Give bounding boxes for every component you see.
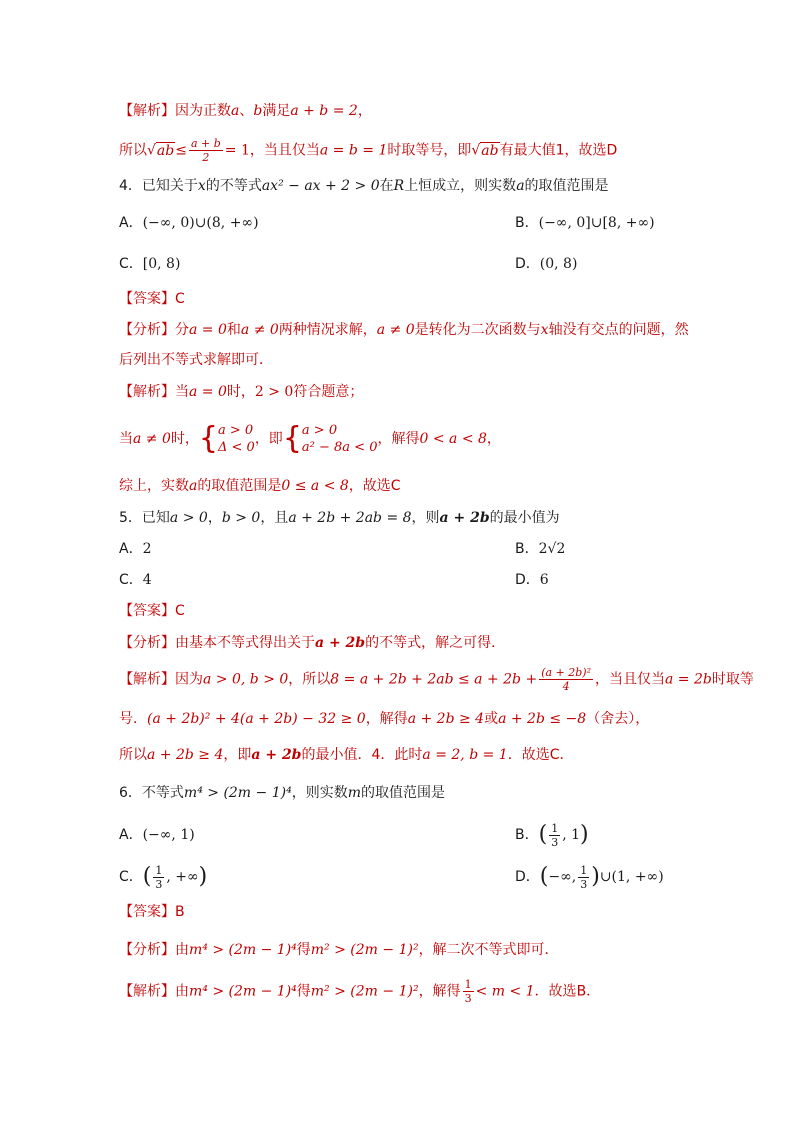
option-label: B．	[515, 541, 539, 557]
option-d	[515, 570, 549, 590]
numerator: 1	[580, 863, 588, 877]
answer-letter: B	[175, 904, 185, 920]
numerator: 1	[551, 821, 559, 835]
denominator: 2	[202, 151, 210, 164]
math: a + b = 2	[290, 103, 358, 119]
math: a + 2b ≥ 4	[147, 747, 224, 763]
text: 后列出不等式求解即可．	[119, 352, 273, 368]
system-2	[302, 422, 378, 456]
math: m² > (2m − 1)²	[310, 983, 419, 1000]
text: ，当且仅当	[595, 671, 665, 688]
option-a	[119, 215, 259, 231]
denominator: 3	[464, 992, 472, 1005]
denominator: 4	[562, 680, 570, 693]
question-4-analysis-1	[119, 320, 689, 340]
text: ，所以	[288, 671, 331, 688]
math: a ≠ 0	[133, 431, 171, 447]
text: ，	[357, 103, 372, 119]
option-d	[515, 254, 577, 274]
question-5-solution-1	[119, 666, 754, 693]
text: ，故选	[348, 478, 391, 494]
text: 的最小值为	[489, 510, 560, 526]
text: ，即	[223, 747, 252, 763]
fraction	[578, 864, 589, 891]
math: m	[347, 785, 361, 801]
fraction	[549, 822, 560, 849]
option-value: ∪(1, +∞)	[599, 869, 664, 885]
question-4-options-cd	[119, 254, 578, 274]
math: x	[197, 178, 206, 194]
question-6-options-ab	[119, 818, 589, 852]
text: ，解二次不等式即可．	[418, 942, 559, 958]
option-value: 6	[539, 572, 549, 588]
text: ，	[486, 431, 501, 447]
text: 6．不等式	[119, 785, 184, 801]
option-label: D．	[515, 572, 540, 588]
math: a + 2b + 2ab = 8	[288, 510, 412, 526]
question-4-options-ab	[119, 213, 655, 233]
text: ，解得	[365, 711, 408, 727]
numerator: a + b	[190, 137, 221, 150]
math: 0 < a < 8	[419, 431, 487, 447]
option-label: B．	[515, 827, 539, 843]
math: a = 2, b = 1	[422, 747, 508, 763]
math: a = 2b	[665, 671, 712, 688]
text: ，即	[254, 431, 283, 447]
math: 0 ≤ a < 8	[281, 478, 349, 494]
math: a + 2b ≤ −8	[498, 711, 587, 727]
question-5-answer	[119, 601, 185, 621]
text: 和	[226, 322, 241, 338]
text: 的最小值．4．此时	[301, 747, 423, 763]
math: m⁴ > (2m − 1)⁴	[189, 942, 297, 958]
math: < m < 1	[475, 983, 535, 1000]
text: 时取等号，即	[387, 142, 472, 159]
math: R	[393, 178, 405, 194]
numerator: 1	[155, 863, 163, 877]
math: a = 0	[189, 322, 227, 338]
text: 5．已知	[119, 510, 170, 526]
analysis-tag: 【分析】	[119, 322, 175, 338]
math: a + 2b	[315, 635, 366, 651]
math: ab	[481, 142, 499, 159]
answer-letter: B	[576, 983, 587, 1000]
math: 8 = a + 2b + 2ab ≤ a + 2b +	[330, 671, 538, 688]
math: m⁴ > (2m − 1)⁴	[183, 785, 292, 801]
text: 满足	[262, 103, 291, 119]
math: a > 0	[169, 510, 208, 526]
question-5-analysis	[119, 633, 505, 653]
question-5-stem	[119, 508, 560, 528]
math: a > 0, b > 0	[203, 671, 289, 688]
text: 得	[296, 983, 311, 1000]
text: 轴没有交点的问题，然	[548, 322, 689, 338]
math: a = b = 1	[319, 142, 388, 159]
text: 分	[175, 322, 189, 338]
option-c: C．( $\frac{1}{3}$ , +∞)	[119, 863, 208, 891]
text: 时，	[226, 384, 255, 400]
option-value: (−∞, 0]∪[8, +∞)	[538, 215, 655, 231]
text: 由	[175, 942, 189, 958]
text: 时取等	[711, 671, 754, 688]
option-a	[119, 541, 152, 557]
option-label: A．	[119, 541, 143, 557]
answer-letter: C	[175, 291, 185, 307]
text: 综上，实数	[119, 478, 189, 494]
text: 时，	[170, 431, 199, 447]
question-4-solution-2: 当a ≠ 0时，{ a > 0 Δ < 0 ，即{ a > 0 a² − 8a < 0 ，解得0 < a < 8，	[119, 421, 501, 456]
text: ，当且仅当	[249, 142, 320, 159]
math: a	[189, 478, 198, 494]
text: ，则	[411, 510, 440, 526]
fraction	[539, 666, 593, 693]
text: 的不等式，解之可得．	[365, 635, 506, 651]
answer-letter: C	[390, 478, 401, 494]
option-value: (0, 8)	[539, 256, 578, 272]
math: m⁴ > (2m − 1)⁴	[189, 983, 297, 1000]
solution-tag: 【解析】	[119, 671, 175, 688]
option-value: (−∞, 0)∪(8, +∞)	[142, 215, 259, 231]
text: 的取值范围是	[524, 178, 609, 194]
text: 所以	[119, 747, 147, 763]
answer-tag: 【答案】	[119, 904, 175, 920]
math: a	[516, 178, 525, 194]
question-4-stem	[119, 176, 609, 196]
option-label: C．	[119, 869, 143, 885]
denominator: 3	[155, 877, 163, 891]
math: a = 0	[189, 384, 227, 400]
option-b: B．( $\frac{1}{3}$ , 1)	[515, 821, 589, 849]
text: 两种情况求解，	[278, 322, 377, 338]
analysis-tag: 【分析】	[119, 942, 175, 958]
text: 符合题意；	[293, 384, 364, 400]
text: 所以	[119, 142, 147, 159]
question-6-options-cd	[119, 860, 664, 894]
text: 的不等式	[205, 178, 262, 194]
math: ax² − ax + 2 > 0	[261, 178, 380, 194]
math: Δ < 0	[217, 440, 255, 455]
math: a + 2b	[439, 510, 490, 526]
math: a > 0	[217, 423, 254, 438]
text: 号．	[119, 711, 147, 727]
text: 因为正数	[175, 103, 231, 119]
math: a ≠ 0	[240, 322, 279, 338]
option-value: 2	[142, 541, 152, 557]
text: 当	[175, 384, 189, 400]
question-6-answer	[119, 902, 185, 922]
option-value: (−∞, 1)	[142, 827, 195, 843]
option-label: C．	[119, 256, 143, 272]
text: 、	[239, 103, 254, 119]
text: 由基本不等式得出关于	[175, 635, 315, 651]
option-c	[119, 256, 180, 272]
text: ．	[559, 747, 574, 763]
math: = 1	[224, 142, 250, 159]
text: ，解得	[418, 983, 461, 1000]
text: 有最大值1，故选	[499, 142, 607, 159]
question-4-solution-3	[119, 476, 401, 496]
denominator: 3	[551, 835, 559, 849]
text: 的取值范围是	[360, 785, 445, 801]
option-label: B．	[515, 215, 539, 231]
option-value: 2√2	[538, 541, 566, 557]
answer-tag: 【答案】	[119, 291, 175, 307]
text: 得	[296, 942, 311, 958]
question-5-solution-3	[119, 745, 573, 765]
math: a + 2b	[251, 747, 302, 763]
math: a > 0	[301, 423, 338, 438]
denominator: 3	[580, 877, 588, 891]
option-a	[119, 827, 195, 843]
text: （舍去），	[586, 711, 650, 727]
question-5-solution-2	[119, 709, 649, 729]
text: 是转化为二次函数与	[414, 322, 541, 338]
question-6-solution	[119, 978, 600, 1005]
text: ，则实数	[291, 785, 348, 801]
answer-tag: 【答案】	[119, 603, 175, 619]
option-value: , +∞	[166, 869, 199, 885]
system-1	[218, 422, 255, 456]
solution-tag: 【解析】	[119, 384, 175, 400]
math: a² − 8a < 0	[301, 440, 378, 455]
math: a ≠ 0	[376, 322, 415, 338]
option-value: 4	[142, 572, 152, 588]
fraction	[463, 978, 474, 1005]
option-label: A．	[119, 827, 143, 843]
math: a + 2b ≥ 4	[407, 711, 485, 727]
solution-tag: 【解析】	[119, 983, 175, 1000]
solution-line-1	[119, 101, 372, 121]
question-4-answer	[119, 289, 185, 309]
text: 的取值范围是	[197, 478, 282, 494]
numerator: 1	[464, 978, 472, 991]
fraction	[153, 864, 164, 891]
option-label: A．	[119, 215, 143, 231]
answer-letter: C	[549, 747, 560, 763]
option-value: [0, 8)	[142, 256, 181, 272]
answer-letter: C	[175, 603, 185, 619]
option-label: D．	[515, 256, 540, 272]
question-4-solution-1	[119, 382, 363, 402]
text: ．	[586, 983, 601, 1000]
option-c	[119, 572, 152, 588]
text: ，解得	[377, 431, 420, 447]
option-value: −∞,	[548, 869, 577, 885]
math: ab	[156, 142, 175, 159]
text: 当	[119, 431, 133, 447]
option-b	[515, 213, 655, 233]
option-b	[515, 539, 565, 559]
text: 或	[484, 711, 499, 727]
answer-letter: D	[606, 142, 618, 159]
question-6-stem	[119, 783, 445, 803]
math: a	[231, 103, 240, 119]
text: 上恒成立，则实数	[404, 178, 517, 194]
math: 2 > 0	[254, 384, 294, 400]
text: ，	[207, 510, 222, 526]
math: b > 0	[221, 510, 261, 526]
option-label: C．	[119, 572, 143, 588]
text: ．故选	[534, 983, 577, 1000]
text: 由	[175, 983, 189, 1000]
option-value: , 1	[562, 827, 581, 843]
question-5-options-cd	[119, 570, 549, 590]
question-6-analysis	[119, 940, 559, 960]
option-d: D．(−∞, $\frac{1}{3}$ )∪(1, +∞)	[515, 863, 664, 891]
math: x	[540, 322, 549, 338]
text: 4．已知关于	[119, 178, 198, 194]
math: ≤	[175, 142, 187, 159]
solution-line-2: 所以√ab≤ $\frac{a + b}{2}$ = 1，当且仅当a = b = 1时取等号，即√ab有最大值1，故选D	[119, 137, 618, 164]
analysis-tag: 【分析】	[119, 635, 175, 651]
text: 因为	[175, 671, 203, 688]
numerator: (a + 2b)²	[541, 666, 591, 679]
fraction	[189, 137, 223, 164]
text: ，且	[260, 510, 289, 526]
question-4-analysis-2	[119, 350, 273, 370]
solution-tag: 【解析】	[119, 103, 175, 119]
math: m² > (2m − 1)²	[310, 942, 419, 958]
math: b	[253, 103, 263, 119]
option-label: D．	[515, 869, 540, 885]
math: (a + 2b)² + 4(a + 2b) − 32 ≥ 0	[147, 711, 366, 727]
text: ．故选	[507, 747, 550, 763]
question-5-options-ab	[119, 539, 566, 559]
text: 在	[379, 178, 394, 194]
